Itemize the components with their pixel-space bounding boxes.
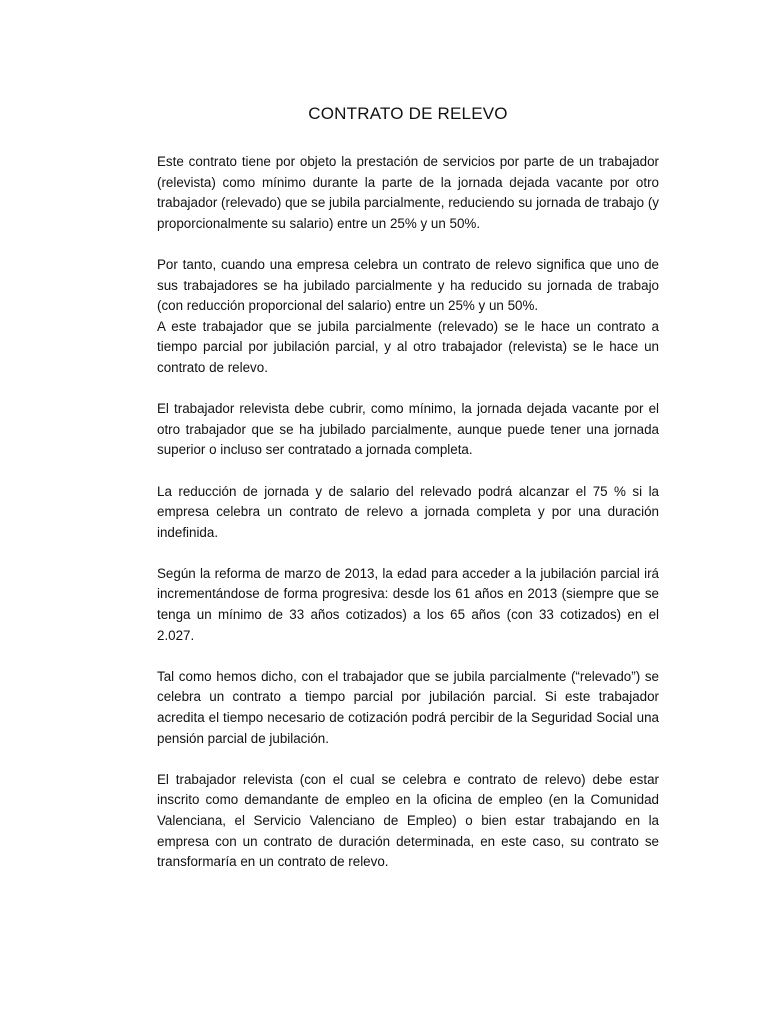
document-body <box>157 152 659 873</box>
paragraph-reduccion-75: La reducción de jornada y de salario del relevado podrá alcanzar el 75 % si la empresa celebra un contrato de relevo a jornada completa y por una duración indefinida. <box>157 483 659 540</box>
paragraph-definition: Este contrato tiene por objeto la prestación de servicios por parte de un trabajador (relevista) como mínimo durante la parte de la jornada dejada vacante por otro trabajador (relevado) que se jubila parcialmente, reduciendo su jornada de trabajo (y proporcionalmente su salario) entre un 25% y un 50%. <box>157 154 659 231</box>
paragraph-relevista-jornada: El trabajador relevista debe cubrir, como mínimo, la jornada dejada vacante por el otro trabajador que se ha jubilado parcialmente, aunque puede tener una jornada superior o incluso ser contratado a jornada completa. <box>157 401 659 458</box>
paragraph-inscripcion-empleo: El trabajador relevista (con el cual se celebra e contrato de relevo) debe estar inscrito como demandante de empleo en la oficina de empleo (en la Comunidad Valenciana, el Servicio Valenciano de Empleo) o bien estar trabajando en la empresa con un contrato de duración determinada, en este caso, su contrato se transformaría en un contrato de relevo. <box>157 771 659 870</box>
paragraph-pension-parcial: Tal como hemos dicho, con el trabajador que se jubila parcialmente (“relevado”) se celebra un contrato a tiempo parcial por jubilación parcial. Si este trabajador acredita el tiempo necesario de cotización podrá percibir de la Seguridad Social una pensión parcial de jubilación. <box>157 668 659 746</box>
paragraph-por-tanto: Por tanto, cuando una empresa celebra un contrato de relevo significa que uno de sus trabajadores se ha jubilado parcialmente y ha reducido su jornada de trabajo (con reducción proporcional del salario) entre un 25% y un 50%. <box>157 256 659 314</box>
document-title: CONTRATO DE RELEVO <box>308 104 508 123</box>
paragraph-relevado-contract: A este trabajador que se jubila parcialmente (relevado) se le hace un contrato a tiempo parcial por jubilación parcial, y al otro trabajador (relevista) se le hace un contrato de relevo. <box>157 318 659 375</box>
paragraph-reforma-2013: Según la reforma de marzo de 2013, la edad para acceder a la jubilación parcial irá incrementándose de forma progresiva: desde los 61 años en 2013 (siempre que se tenga un mínimo de 33 años cotizados) a los 65 años (con 33 cotizados) en el 2.027. <box>157 565 659 643</box>
